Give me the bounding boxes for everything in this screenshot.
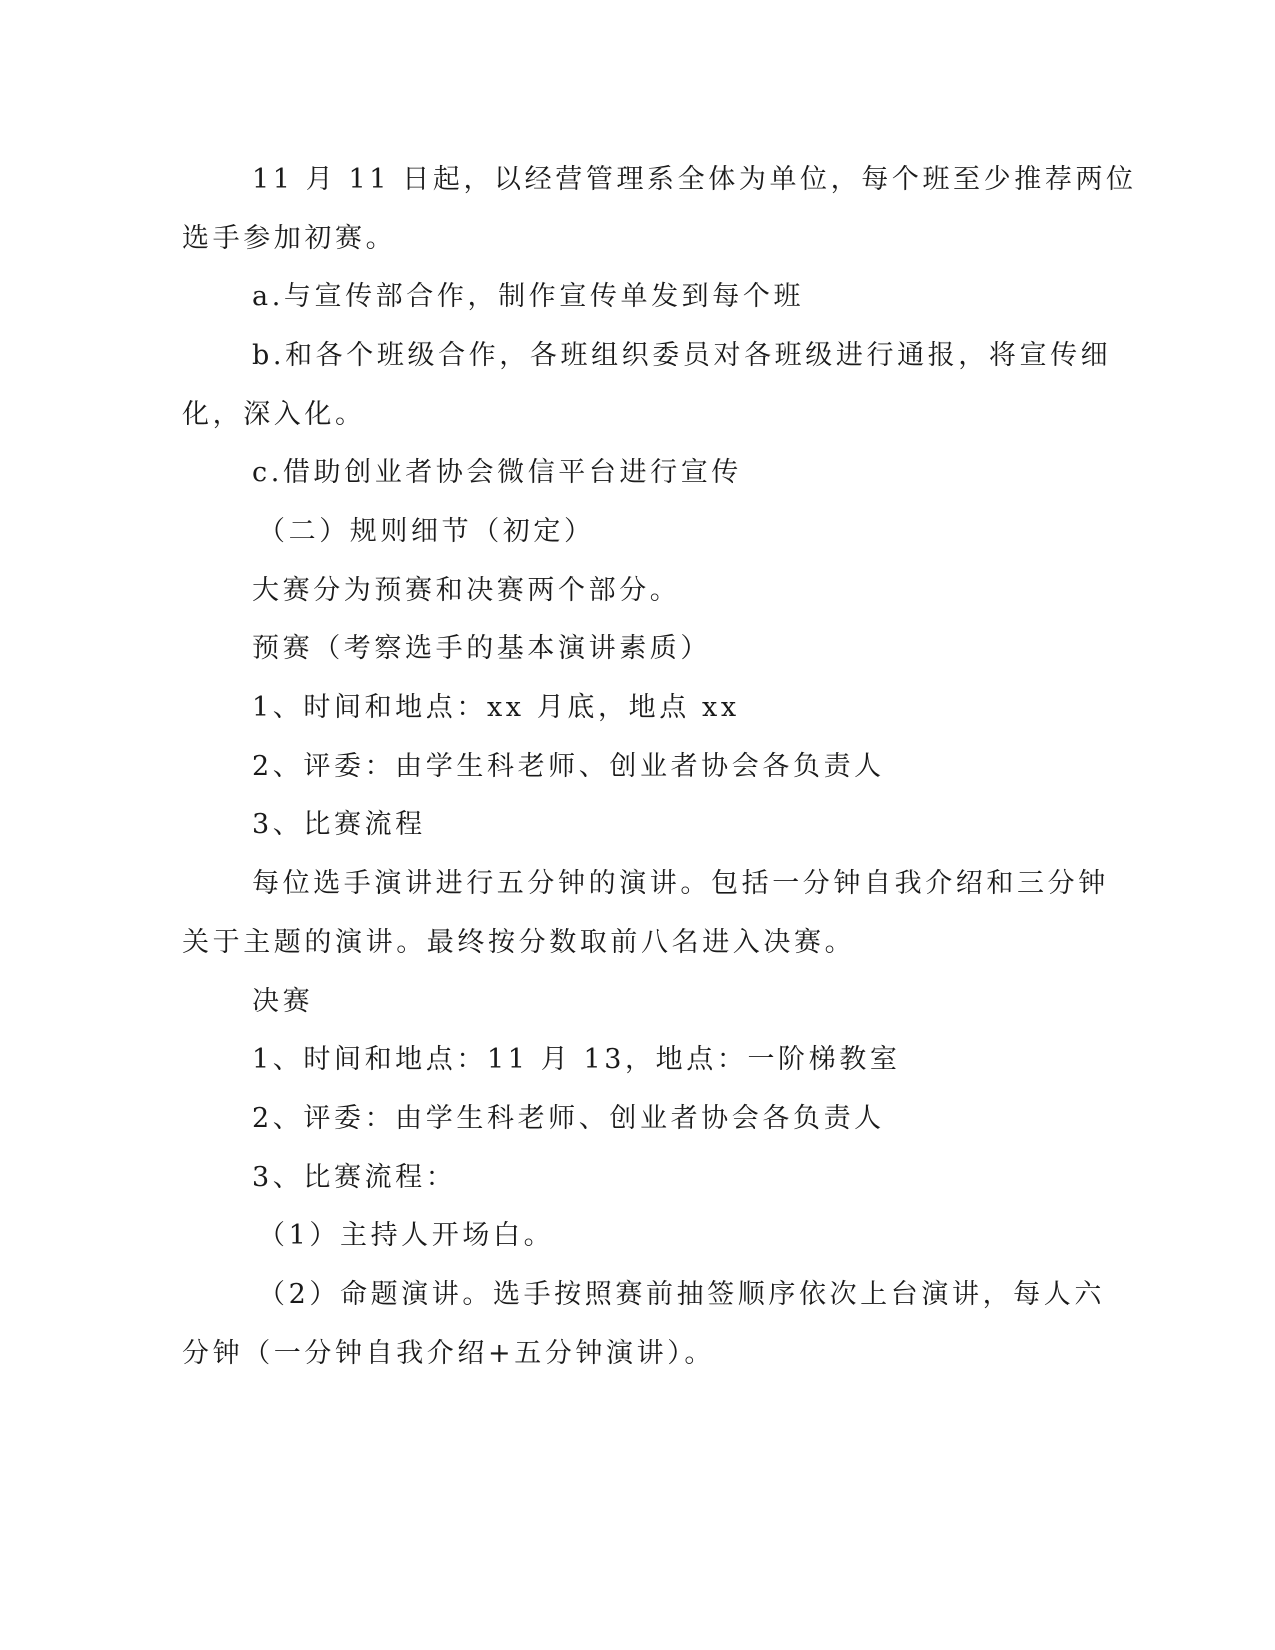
list-item: （2）命题演讲。选手按照赛前抽签顺序依次上台演讲，每人六 [258, 1279, 1105, 1310]
paragraph-line: 11 月 11 日起，以经营管理系全体为单位，每个班至少推荐两位 [252, 164, 1137, 195]
paragraph-line: a.与宣传部合作，制作宣传单发到每个班 [252, 281, 805, 312]
paragraph-line: 关于主题的演讲。最终按分数取前八名进入决赛。 [182, 927, 856, 958]
list-item: 1、时间和地点：11 月 13，地点：一阶梯教室 [252, 1044, 901, 1075]
paragraph-line: 选手参加初赛。 [182, 223, 397, 254]
paragraph-line: b.和各个班级合作，各班组织委员对各班级进行通报，将宣传细 [252, 340, 1112, 371]
list-item: 2、评委：由学生科老师、创业者协会各负责人 [252, 751, 885, 782]
list-item: 3、比赛流程： [252, 1162, 457, 1193]
paragraph-line: 大赛分为预赛和决赛两个部分。 [252, 575, 681, 606]
list-item: 3、比赛流程 [252, 809, 426, 840]
paragraph-line: 分钟（一分钟自我介绍+五分钟演讲）。 [182, 1338, 715, 1369]
paragraph-line: c.借助创业者协会微信平台进行宣传 [252, 457, 742, 488]
list-item: 1、时间和地点：xx 月底，地点 xx [252, 692, 740, 723]
paragraph-line: 预赛（考察选手的基本演讲素质） [252, 633, 711, 664]
list-item: （1）主持人开场白。 [258, 1220, 555, 1251]
section-heading: （二）规则细节（初定） [258, 516, 595, 547]
paragraph-line: 每位选手演讲进行五分钟的演讲。包括一分钟自我介绍和三分钟 [252, 868, 1109, 899]
paragraph-line: 决赛 [252, 986, 314, 1017]
paragraph-line: 化，深入化。 [182, 399, 366, 430]
list-item: 2、评委：由学生科老师、创业者协会各负责人 [252, 1103, 885, 1134]
